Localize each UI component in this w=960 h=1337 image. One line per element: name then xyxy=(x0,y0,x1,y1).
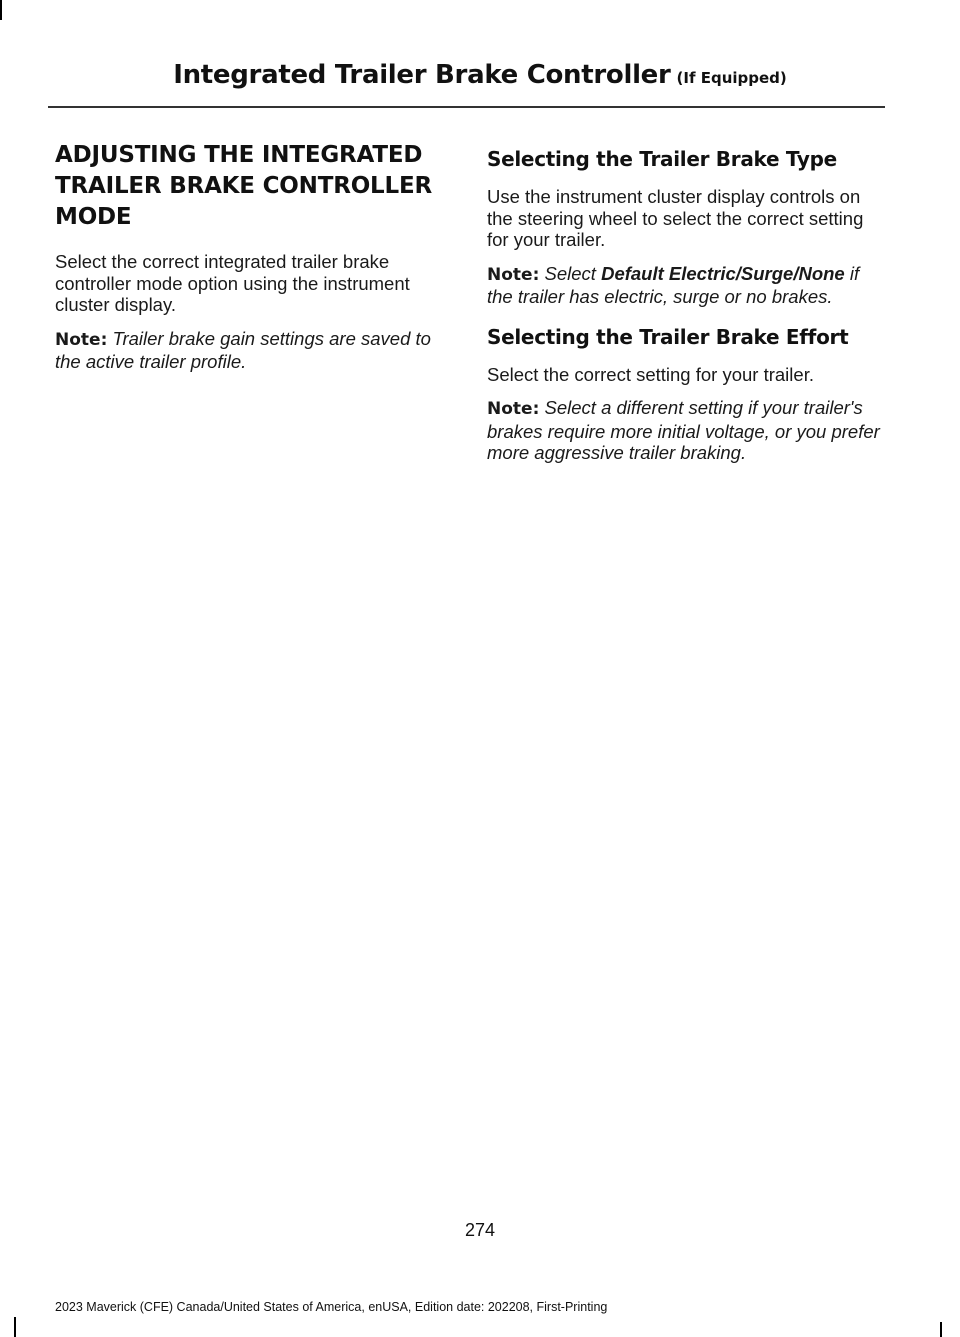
page-number: 274 xyxy=(464,1220,496,1240)
note-label: Note: xyxy=(487,399,540,419)
crop-mark-bottom-right xyxy=(940,1322,942,1337)
note-text-pre: Select xyxy=(544,262,596,284)
note-paragraph xyxy=(55,328,447,373)
brake-type-note xyxy=(487,263,885,308)
note-label: Note: xyxy=(487,264,540,285)
brake-type-paragraph: Use the instrument cluster display controls on the steering wheel to select the correct setting for your trailer. xyxy=(487,186,864,250)
header-rule xyxy=(48,106,885,108)
header-qualifier: (If Equipped) xyxy=(676,69,787,87)
brake-type-heading: Selecting the Trailer Brake Type xyxy=(487,147,837,171)
brake-effort-note xyxy=(487,397,885,464)
right-column xyxy=(487,144,885,476)
brake-effort-heading: Selecting the Trailer Brake Effort xyxy=(487,324,849,349)
page-header xyxy=(0,60,960,90)
crop-mark-top-left xyxy=(0,0,2,20)
intro-paragraph: Select the correct integrated trailer brake controller mode option using the instrument cluster display. xyxy=(55,251,410,315)
note-text: Select a different setting if your trailer's brakes require more initial voltage, or you prefer more aggressive trailer braking. xyxy=(487,397,880,463)
footer-edition: 2023 Maverick (CFE) Canada/United States of America, enUSA, Edition date: 202208, First-Printing xyxy=(55,1300,608,1314)
section-heading: ADJUSTING THE INTEGRATED TRAILER BRAKE CONTROLLER MODE xyxy=(55,142,432,230)
crop-mark-bottom-left xyxy=(14,1317,16,1337)
note-text-post: if the trailer has electric, surge or no brakes. xyxy=(487,262,860,307)
note-text: Trailer brake gain settings are saved to the active trailer profile. xyxy=(55,327,431,372)
left-column xyxy=(55,140,447,385)
brake-effort-paragraph: Select the correct setting for your trailer. xyxy=(487,363,814,385)
header-title: Integrated Trailer Brake Controller xyxy=(173,60,671,90)
note-option-name: Default Electric/Surge/None xyxy=(601,262,845,284)
note-label: Note: xyxy=(55,329,108,350)
